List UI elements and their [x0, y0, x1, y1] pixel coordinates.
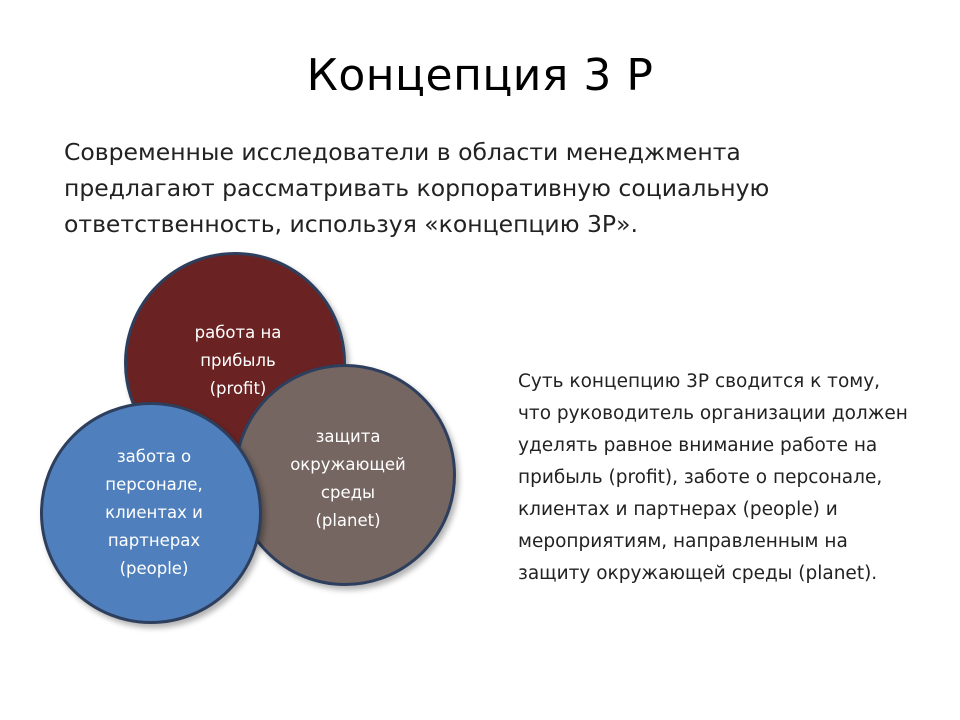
planet-circle — [234, 364, 456, 586]
summary-paragraph: Суть концепцию 3Р сводится к тому, что руководитель организации должен уделять равное внимание работе на прибыль (profit), заботе о персонале, клиентах и партнерах (people) и мероприятиям, направленным на защиту окружающей среды (planet). — [518, 371, 908, 584]
people-circle — [40, 402, 262, 624]
planet-label: защита окружающей среды (planet) — [290, 427, 406, 530]
people-label: забота о персонале, клиентах и партнерах (people) — [105, 447, 203, 578]
slide-title: Концепция 3 Р — [306, 50, 654, 101]
intro-paragraph: Современные исследователи в области менеджмента предлагают рассматривать корпоративную социальную ответственность, используя «концепцию 3Р». — [64, 138, 770, 238]
profit-label: работа на прибыль (profit) — [194, 323, 282, 398]
